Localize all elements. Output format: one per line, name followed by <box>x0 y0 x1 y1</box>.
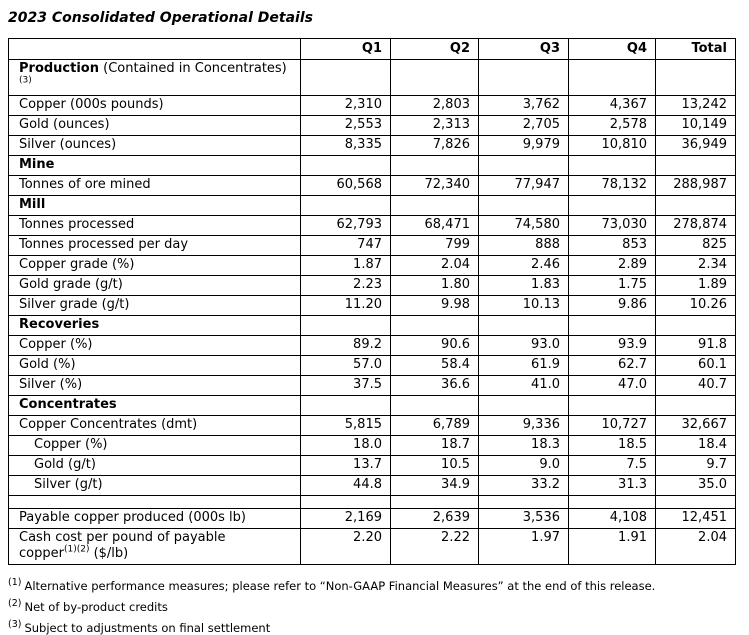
cell-q1: 8,335 <box>301 136 391 156</box>
cell-q2 <box>391 316 479 336</box>
cell-total: 9.7 <box>656 456 736 476</box>
cell-total: 10.26 <box>656 296 736 316</box>
footnote-marker: (2) <box>8 598 22 610</box>
cell-total: 36,949 <box>656 136 736 156</box>
cell-q3: 3,762 <box>479 96 569 116</box>
cell-q2: 799 <box>391 236 479 256</box>
cell-total: 91.8 <box>656 336 736 356</box>
cell-q2: 9.98 <box>391 296 479 316</box>
cell-total: 18.4 <box>656 436 736 456</box>
column-header-q2: Q2 <box>391 39 479 60</box>
cell-q4: 2.89 <box>569 256 656 276</box>
table-row-payable-copper-produced <box>9 509 736 529</box>
cell-q2 <box>391 196 479 216</box>
column-header-q3: Q3 <box>479 39 569 60</box>
footnote-marker: (3) <box>8 619 22 631</box>
cell-q1 <box>301 156 391 176</box>
cell-total: 2.04 <box>656 529 736 565</box>
cell-q1: 2,169 <box>301 509 391 529</box>
footnote-1 <box>8 579 749 593</box>
table-row-cash-cost <box>9 529 736 565</box>
table-row-concentrate-gold-grade <box>9 456 736 476</box>
cell-q2: 7,826 <box>391 136 479 156</box>
row-label: Copper (000s pounds) <box>9 96 301 116</box>
cell-q2: 90.6 <box>391 336 479 356</box>
cell-q2: 6,789 <box>391 416 479 436</box>
table-row-production-section <box>9 60 736 96</box>
cell-q1: 11.20 <box>301 296 391 316</box>
cell-q3: 1.83 <box>479 276 569 296</box>
table-row-tonnes-processed-per-day <box>9 236 736 256</box>
cell-total: 40.7 <box>656 376 736 396</box>
cell-q3 <box>479 196 569 216</box>
cell-total: 825 <box>656 236 736 256</box>
table-row-tonnes-ore-mined <box>9 176 736 196</box>
cell-q3: 77,947 <box>479 176 569 196</box>
cell-total: 60.1 <box>656 356 736 376</box>
cell-total: 12,451 <box>656 509 736 529</box>
cell-q1: 2,553 <box>301 116 391 136</box>
cell-q3 <box>479 60 569 96</box>
cell-q1: 2.23 <box>301 276 391 296</box>
table-row-gold-grade <box>9 276 736 296</box>
cell-q2 <box>391 496 479 509</box>
cell-q4: 7.5 <box>569 456 656 476</box>
column-header-q1: Q1 <box>301 39 391 60</box>
cell-q1: 37.5 <box>301 376 391 396</box>
table-header-row <box>9 39 736 60</box>
cell-q2: 2,313 <box>391 116 479 136</box>
cell-q4: 10,727 <box>569 416 656 436</box>
cell-q2: 1.80 <box>391 276 479 296</box>
cell-q1: 62,793 <box>301 216 391 236</box>
cell-q2: 2,803 <box>391 96 479 116</box>
row-label: Mine <box>9 156 301 176</box>
cell-q4: 18.5 <box>569 436 656 456</box>
cell-total: 32,667 <box>656 416 736 436</box>
cell-total: 35.0 <box>656 476 736 496</box>
row-label: Copper Concentrates (dmt) <box>9 416 301 436</box>
footnote-marker: (1) <box>8 577 22 589</box>
cell-q1 <box>301 60 391 96</box>
cell-q2 <box>391 60 479 96</box>
cell-q4: 31.3 <box>569 476 656 496</box>
table-row-concentrate-silver-grade <box>9 476 736 496</box>
cell-q1: 13.7 <box>301 456 391 476</box>
cell-q4 <box>569 60 656 96</box>
cell-total <box>656 60 736 96</box>
cell-q2: 2.22 <box>391 529 479 565</box>
cell-q4 <box>569 496 656 509</box>
cell-q2 <box>391 156 479 176</box>
cell-q4: 62.7 <box>569 356 656 376</box>
cell-q1 <box>301 496 391 509</box>
row-label: Gold (g/t) <box>9 456 301 476</box>
cell-q2: 2,639 <box>391 509 479 529</box>
cell-q4: 73,030 <box>569 216 656 236</box>
row-label: Copper (%) <box>9 436 301 456</box>
cell-q1: 57.0 <box>301 356 391 376</box>
row-label: Tonnes processed <box>9 216 301 236</box>
cell-total: 288,987 <box>656 176 736 196</box>
row-label: Silver (ounces) <box>9 136 301 156</box>
cell-q3: 9,336 <box>479 416 569 436</box>
row-label: Payable copper produced (000s lb) <box>9 509 301 529</box>
cell-q1: 18.0 <box>301 436 391 456</box>
row-label: Copper (%) <box>9 336 301 356</box>
table-row-recoveries-section <box>9 316 736 336</box>
row-label: Gold (ounces) <box>9 116 301 136</box>
cell-q3 <box>479 156 569 176</box>
cell-q3: 10.13 <box>479 296 569 316</box>
table-row-copper-produced <box>9 96 736 116</box>
row-label: Tonnes of ore mined <box>9 176 301 196</box>
cell-total <box>656 396 736 416</box>
table-row-copper-recovery <box>9 336 736 356</box>
cell-q2: 2.04 <box>391 256 479 276</box>
row-label: Concentrates <box>9 396 301 416</box>
cell-q3: 33.2 <box>479 476 569 496</box>
cell-total: 13,242 <box>656 96 736 116</box>
table-row-silver-recovery <box>9 376 736 396</box>
row-label <box>9 496 301 509</box>
footnote-3 <box>8 621 749 635</box>
cell-q1 <box>301 396 391 416</box>
cell-total <box>656 496 736 509</box>
operational-details-table <box>8 38 736 565</box>
cell-total: 278,874 <box>656 216 736 236</box>
cell-q1 <box>301 316 391 336</box>
cell-q2 <box>391 396 479 416</box>
cell-q3: 93.0 <box>479 336 569 356</box>
table-row-mine-section <box>9 156 736 176</box>
cell-q3: 61.9 <box>479 356 569 376</box>
row-label: Cash cost per pound of payable copper$^{(1)(2)}$ ($/lb) <box>9 529 301 565</box>
cell-q4: 853 <box>569 236 656 256</box>
cell-q1: 89.2 <box>301 336 391 356</box>
cell-q1: 747 <box>301 236 391 256</box>
cell-q3: 9.0 <box>479 456 569 476</box>
footnote-text: Net of by-product credits <box>24 600 168 614</box>
cell-q3 <box>479 316 569 336</box>
cell-total <box>656 156 736 176</box>
cell-q4: 47.0 <box>569 376 656 396</box>
footnote-2 <box>8 600 749 614</box>
cell-q1 <box>301 196 391 216</box>
footnotes <box>8 579 749 635</box>
table-row-mill-section <box>9 196 736 216</box>
row-label: Recoveries <box>9 316 301 336</box>
cell-q1: 5,815 <box>301 416 391 436</box>
cell-q4: 2,578 <box>569 116 656 136</box>
column-header-label <box>9 39 301 60</box>
column-header-total: Total <box>656 39 736 60</box>
cell-q1: 44.8 <box>301 476 391 496</box>
table-row-silver-grade <box>9 296 736 316</box>
cell-q4: 4,367 <box>569 96 656 116</box>
table-row-copper-concentrates <box>9 416 736 436</box>
table-row-tonnes-processed <box>9 216 736 236</box>
cell-q4: 9.86 <box>569 296 656 316</box>
table-row-concentrates-section <box>9 396 736 416</box>
cell-q1: 1.87 <box>301 256 391 276</box>
cell-total <box>656 196 736 216</box>
table-row-concentrate-copper-grade <box>9 436 736 456</box>
cell-q2: 58.4 <box>391 356 479 376</box>
cell-total: 2.34 <box>656 256 736 276</box>
row-label: Tonnes processed per day <box>9 236 301 256</box>
row-label: Gold (%) <box>9 356 301 376</box>
cell-q1: 2,310 <box>301 96 391 116</box>
cell-total: 10,149 <box>656 116 736 136</box>
cell-q3: 888 <box>479 236 569 256</box>
row-label: Mill <box>9 196 301 216</box>
cell-q4 <box>569 316 656 336</box>
table-row-gold-produced <box>9 116 736 136</box>
table-body <box>9 60 736 565</box>
row-label: Silver (%) <box>9 376 301 396</box>
row-label: Production (Contained in Concentrates) $^{(3)}$ <box>9 60 301 96</box>
cell-q3: 9,979 <box>479 136 569 156</box>
cell-q3: 18.3 <box>479 436 569 456</box>
row-label: Copper grade (%) <box>9 256 301 276</box>
cell-q4 <box>569 196 656 216</box>
cell-q3: 41.0 <box>479 376 569 396</box>
cell-q2: 72,340 <box>391 176 479 196</box>
table-row-copper-grade <box>9 256 736 276</box>
footnote-text: Subject to adjustments on final settlement <box>24 621 271 635</box>
cell-q3: 2.46 <box>479 256 569 276</box>
cell-q4: 4,108 <box>569 509 656 529</box>
cell-total <box>656 316 736 336</box>
cell-q4: 1.75 <box>569 276 656 296</box>
cell-q4: 93.9 <box>569 336 656 356</box>
cell-q4 <box>569 396 656 416</box>
cell-q2: 34.9 <box>391 476 479 496</box>
page-title: 2023 Consolidated Operational Details <box>8 10 313 26</box>
table-row-silver-produced <box>9 136 736 156</box>
cell-q4: 1.91 <box>569 529 656 565</box>
cell-q3: 74,580 <box>479 216 569 236</box>
table-row-gold-recovery <box>9 356 736 376</box>
footnote-text: Alternative performance measures; please refer to “Non-GAAP Financial Measures” at the end of this release. <box>24 579 656 593</box>
cell-total: 1.89 <box>656 276 736 296</box>
cell-q3: 3,536 <box>479 509 569 529</box>
column-header-q4: Q4 <box>569 39 656 60</box>
table-row-separator <box>9 496 736 509</box>
cell-q4 <box>569 156 656 176</box>
row-label: Gold grade (g/t) <box>9 276 301 296</box>
row-label: Silver (g/t) <box>9 476 301 496</box>
cell-q3 <box>479 496 569 509</box>
cell-q2: 18.7 <box>391 436 479 456</box>
cell-q3 <box>479 396 569 416</box>
cell-q1: 2.20 <box>301 529 391 565</box>
cell-q1: 60,568 <box>301 176 391 196</box>
cell-q3: 1.97 <box>479 529 569 565</box>
cell-q2: 10.5 <box>391 456 479 476</box>
cell-q4: 10,810 <box>569 136 656 156</box>
cell-q3: 2,705 <box>479 116 569 136</box>
row-label: Silver grade (g/t) <box>9 296 301 316</box>
cell-q2: 68,471 <box>391 216 479 236</box>
cell-q4: 78,132 <box>569 176 656 196</box>
cell-q2: 36.6 <box>391 376 479 396</box>
